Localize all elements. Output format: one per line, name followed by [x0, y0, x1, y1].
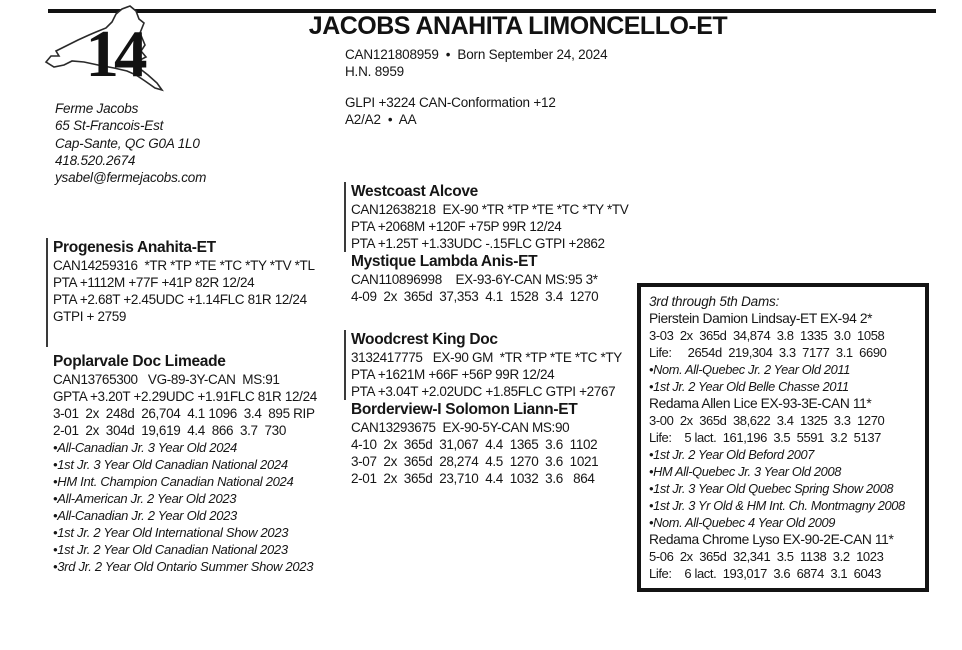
- third-dam-name: Pierstein Damion Lindsay-ET EX-94 2*: [649, 311, 873, 326]
- fourth-dam-award: •HM All-Quebec Jr. 3 Year Old 2008: [649, 464, 841, 479]
- maternal-granddam-block: [344, 400, 654, 487]
- dam-name: Progenesis Anahita-ET: [53, 239, 216, 256]
- fifth-dam-record: 5-06 2x 365d 32,341 3.5 1138 3.2 1023: [649, 549, 884, 564]
- sire-dam-name: Mystique Lambda Anis-ET: [351, 253, 538, 270]
- maternal-sire-detail-line: PTA +1621M +66F +56P 99R 12/24: [351, 367, 555, 382]
- award-item: •1st Jr. 2 Year Old Canadian National 2023: [53, 542, 288, 557]
- award-item: •All-Canadian Jr. 3 Year Old 2024: [53, 440, 237, 455]
- dam-detail-line: GTPI + 2759: [53, 309, 127, 324]
- fourth-dam-name: Redama Allen Lice EX-93-3E-CAN 11*: [649, 396, 872, 411]
- glpi-line: GLPI +3224 CAN-Conformation +12: [345, 95, 556, 110]
- fourth-dam-record: Life: 5 lact. 161,196 3.5 5591 3.2 5137: [649, 430, 881, 445]
- granddam-detail-line: 2-01 2x 304d 19,619 4.4 866 3.7 730: [53, 423, 286, 438]
- third-dam-award: •1st Jr. 2 Year Old Belle Chasse 2011: [649, 379, 849, 394]
- sire-pair-block: [344, 182, 654, 305]
- award-item: •All-American Jr. 2 Year Old 2023: [53, 491, 237, 506]
- granddam-detail-line: CAN13765300 VG-89-3Y-CAN MS:91: [53, 372, 280, 387]
- maternal-sire-detail-line: 3132417775 EX-90 GM *TR *TP *TE *TC *TY: [351, 350, 622, 365]
- dam-detail-line: PTA +1112M +77F +41P 82R 12/24: [53, 275, 255, 290]
- fourth-dam-record: 3-00 2x 365d 38,622 3.4 1325 3.3 1270: [649, 413, 885, 428]
- dams-box-heading: 3rd through 5th Dams:: [649, 294, 780, 309]
- maternal-sire-pair-block: [344, 330, 654, 487]
- fifth-dam-record: Life: 6 lact. 193,017 3.6 6874 3.1 6043: [649, 566, 881, 581]
- herd-number-line: H.N. 8959: [345, 64, 404, 79]
- sire-detail-line: CAN12638218 EX-90 *TR *TP *TE *TC *TY *TV: [351, 202, 629, 217]
- fourth-dam-award: •1st Jr. 3 Year Old Quebec Spring Show 2008: [649, 481, 894, 496]
- granddam-name: Poplarvale Doc Limeade: [53, 353, 226, 370]
- sire-dam-block: [344, 252, 654, 305]
- maternal-granddam-detail-line: 3-07 2x 365d 28,274 4.5 1270 3.6 1021: [351, 454, 599, 469]
- consignor-email: ysabel@fermejacobs.com: [55, 170, 207, 186]
- maternal-granddam-detail-line: CAN13293675 EX-90-5Y-CAN MS:90: [351, 420, 570, 435]
- dam-detail-line: CAN14259316 *TR *TP *TE *TC *TY *TV *TL: [53, 258, 315, 273]
- maternal-sire-name: Woodcrest King Doc: [351, 331, 498, 348]
- sire-dam-detail-line: 4-09 2x 365d 37,353 4.1 1528 3.4 1270: [351, 289, 599, 304]
- fourth-dam-award: •Nom. All-Quebec 4 Year Old 2009: [649, 515, 836, 530]
- granddam-detail-line: GPTA +3.20T +2.29UDC +1.91FLC 81R 12/24: [53, 389, 317, 404]
- granddam-detail-line: 3-01 2x 248d 26,704 4.1 1096 3.4 895 RIP: [53, 406, 315, 421]
- dam-detail-line: PTA +2.68T +2.45UDC +1.14FLC 81R 12/24: [53, 292, 307, 307]
- consignor-address1: 65 St-Francois-Est: [55, 118, 164, 134]
- fourth-dam-award: •1st Jr. 3 Yr Old & HM Int. Ch. Montmagny 2008: [649, 498, 905, 513]
- sire-bracket: [344, 182, 654, 252]
- granddam-block: [46, 352, 363, 575]
- third-dam-award: •Nom. All-Quebec Jr. 2 Year Old 2011: [649, 362, 850, 377]
- fourth-dam-award: •1st Jr. 2 Year Old Beford 2007: [649, 447, 815, 462]
- award-item: •3rd Jr. 2 Year Old Ontario Summer Show 2023: [53, 559, 314, 574]
- award-item: •1st Jr. 2 Year Old International Show 2023: [53, 525, 289, 540]
- award-item: •All-Canadian Jr. 2 Year Old 2023: [53, 508, 237, 523]
- consignor-address2: Cap-Sante, QC G0A 1L0: [55, 135, 200, 151]
- third-dam-record: Life: 2654d 219,304 3.3 7177 3.1 6690: [649, 345, 887, 360]
- animal-title: JACOBS ANAHITA LIMONCELLO-ET: [308, 12, 728, 40]
- maternal-granddam-detail-line: 4-10 2x 365d 31,067 4.4 1365 3.6 1102: [351, 437, 598, 452]
- registration-block: [345, 46, 607, 80]
- sire-detail-line: PTA +1.25T +1.33UDC -.15FLC GTPI +2862: [351, 236, 605, 251]
- genotype-line: A2/A2 • AA: [345, 112, 417, 127]
- index-block: [345, 94, 556, 128]
- maternal-sire-bracket: [344, 330, 654, 400]
- dam-bracket: [46, 238, 356, 347]
- sire-detail-line: PTA +2068M +120F +75P 99R 12/24: [351, 219, 562, 234]
- sire-dam-detail-line: CAN110896998 EX-93-6Y-CAN MS:95 3*: [351, 272, 598, 287]
- registration-line: CAN121808959 • Born September 24, 2024: [345, 47, 608, 62]
- further-dams-box: [637, 283, 929, 592]
- award-item: •HM Int. Champion Canadian National 2024: [53, 474, 294, 489]
- maternal-granddam-name: Borderview-I Solomon Liann-ET: [351, 401, 578, 418]
- maternal-granddam-detail-line: 2-01 2x 365d 23,710 4.4 1032 3.6 864: [351, 471, 595, 486]
- fifth-dam-name: Redama Chrome Lyso EX-90-2E-CAN 11*: [649, 532, 894, 547]
- lot-number: 14: [85, 17, 143, 91]
- consignor-name: Ferme Jacobs: [55, 101, 139, 116]
- award-item: •1st Jr. 3 Year Old Canadian National 2024: [53, 457, 288, 472]
- sire-name: Westcoast Alcove: [351, 183, 479, 200]
- third-dam-record: 3-03 2x 365d 34,874 3.8 1335 3.0 1058: [649, 328, 885, 343]
- consignor-phone: 418.520.2674: [55, 152, 136, 168]
- lot-map: [44, 4, 168, 106]
- dam-block: [46, 238, 356, 347]
- maternal-sire-detail-line: PTA +3.04T +2.02UDC +1.85FLC GTPI +2767: [351, 384, 616, 399]
- consignor-block: [55, 100, 206, 186]
